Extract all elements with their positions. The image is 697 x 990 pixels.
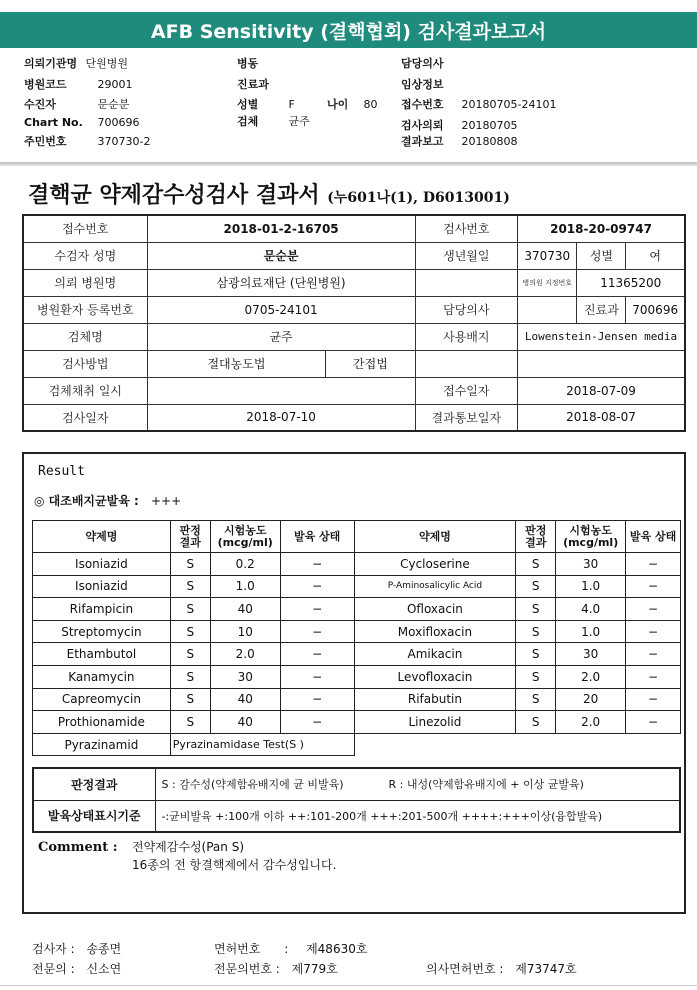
drug-row [33,553,681,576]
registration-label: 병원환자 등록번호 [23,296,147,323]
request-field [401,117,518,133]
drug-conc: 0.2 [210,553,280,576]
drug-growth: − [280,643,354,666]
drug-judge-2: S [516,688,556,711]
department-label: 진료과 [577,296,626,323]
request-value: 20180705 [461,119,518,132]
hospital-id-value: 11365200 [577,269,685,296]
header-row [23,323,685,350]
drug-judge-2: S [516,598,556,621]
comment-line-1: 전약제감수성(Pan S) [132,840,245,854]
drug-row [33,598,681,621]
drug-name: Streptomycin [33,620,171,643]
judge-legend-value [155,768,680,800]
method-empty-2 [518,350,685,377]
comment-label: Comment : [38,840,118,855]
drug-name-2: Cycloserine [354,553,516,576]
receipt-field [401,96,556,112]
hospital-code-label: 병원코드 [24,78,67,91]
drug-growth-2: − [626,553,681,576]
method-empty [415,350,517,377]
drug-judge: S [170,553,210,576]
age-field [327,96,378,112]
chart-value: 700696 [97,116,140,129]
drug-conc-2: 30 [556,553,626,576]
sex-cell-label: 성별 [577,242,626,269]
method-value-2: 간접법 [326,350,415,377]
patient-field [24,96,129,112]
judge-s-text: S : 감수성(약제함유배지에 균 비발육) [161,778,344,792]
rrn-value: 370730-2 [97,135,151,148]
drug-name-2: Ofloxacin [354,598,516,621]
specialist-field [32,960,121,977]
hospital-code-value: 29001 [97,78,133,91]
drug-conc: 40 [210,598,280,621]
hospital-code-field [24,76,133,92]
drug-judge: S [170,575,210,598]
method-value-1: 절대농도법 [147,350,326,377]
drug-conc: 30 [210,665,280,688]
drug-conc-2: 2.0 [556,711,626,734]
drug-growth: − [280,598,354,621]
doc-license-field [426,960,577,977]
dept-label: 진료과 [237,78,269,91]
drug-conc-2: 20 [556,688,626,711]
report-date-value: 20180808 [461,135,518,148]
drug-conc: 10 [210,620,280,643]
header-row [23,377,685,404]
growth-legend-value: -:균비발육 +:100개 이하 ++:101-200개 +++:201-500개 ++++:+++이상(융합발육) [155,800,680,832]
receipt-no-value: 2018-01-2-16705 [147,215,415,242]
drug-rows [33,553,681,734]
legend-row [33,768,680,800]
birth-value: 370730 [518,242,577,269]
collection-label: 검체채취 일시 [23,377,147,404]
empty-cell [354,733,680,756]
drug-row [33,575,681,598]
exam-no-value: 2018-20-09747 [518,215,685,242]
drug-growth-2: − [626,665,681,688]
drug-name-2: P-Aminosalicylic Acid [354,575,516,598]
drug-conc-2: 4.0 [556,598,626,621]
judge-r-text: R : 내성(약제함유배지에 + 이상 균발육) [388,778,584,792]
report-date-label: 결과보고 [401,135,444,148]
birth-label: 생년월일 [415,242,517,269]
exam-date-value: 2018-07-10 [147,404,415,431]
header-row [23,215,685,242]
drug-judge-2: S [516,711,556,734]
dept-field [237,76,272,92]
header-row [23,242,685,269]
doctor-label: 담당의사 [401,57,444,70]
pyrazinamid-row [33,733,681,756]
drug-conc-2: 1.0 [556,575,626,598]
col-growth: 발육 상태 [280,521,354,553]
ward-field [237,55,262,71]
col-judge-2: 판정 결과 [516,521,556,553]
specimen-field [237,113,310,129]
hospital-id-label: 병의원 지정번호 [518,269,577,296]
drug-conc: 40 [210,711,280,734]
drug-conc: 2.0 [210,643,280,666]
drug-judge: S [170,643,210,666]
license-value: 제48630호 [306,942,368,956]
doc-license-value: 제73747호 [515,962,577,976]
clinical-label: 임상정보 [401,78,444,91]
sex-cell-value: 여 [626,242,685,269]
drug-row [33,643,681,666]
specimen-value: 균주 [288,115,310,128]
header-row [23,350,685,377]
drug-growth: − [280,575,354,598]
clinical-field [401,76,447,92]
drug-growth-2: − [626,620,681,643]
sex-value: F [288,98,295,111]
col-conc-2: 시험농도 (mcg/ml) [556,521,626,553]
drug-judge: S [170,665,210,688]
drug-growth: − [280,688,354,711]
judge-legend-label: 판정결과 [33,768,155,800]
drug-judge-2: S [516,665,556,688]
notify-value: 2018-08-07 [518,404,685,431]
specimen-name-label: 검체명 [23,323,147,350]
pyrazinamid-result: Pyrazinamidase Test(S ) [170,733,354,756]
drug-name: Rifampicin [33,598,171,621]
comment-line-2: 16종의 전 항결핵제에서 감수성입니다. [132,858,337,872]
chart-label: Chart No. [24,116,83,129]
drug-conc-2: 2.0 [556,665,626,688]
drug-growth: − [280,620,354,643]
drug-judge: S [170,688,210,711]
footer-signatures [0,936,697,986]
rrn-field [24,133,150,149]
patient-name-value: 문순분 [147,242,415,269]
rrn-label: 주민번호 [24,135,67,148]
exam-date-label: 검사일자 [23,404,147,431]
drug-growth: − [280,711,354,734]
drug-growth: − [280,665,354,688]
drug-judge: S [170,598,210,621]
doctor-field [401,55,447,71]
requester-label: 의뢰기관명 [24,57,78,70]
specimen-name-value: 균주 [147,323,415,350]
doc-license-label: 의사면허번호 : [426,962,504,976]
growth-legend-label: 발육상태표시기준 [33,800,155,832]
drug-judge-2: S [516,575,556,598]
col-growth-2: 발육 상태 [626,521,681,553]
report-title: AFB Sensitivity (결핵협회) 검사결과보고서 [0,12,697,48]
drug-name-2: Levofloxacin [354,665,516,688]
hospital-name-label: 의뢰 병원명 [23,269,147,296]
drug-name: Prothionamide [33,711,171,734]
hospital-name-value: 삼광의료재단 (단원병원) [147,269,415,296]
received-value: 2018-07-09 [518,377,685,404]
sex-label: 성별 [237,98,259,111]
drug-name-2: Rifabutin [354,688,516,711]
exam-header-table [22,214,686,432]
drug-row [33,665,681,688]
age-value: 80 [363,98,378,111]
specialist-label: 전문의 : [32,962,75,976]
drug-name-2: Linezolid [354,711,516,734]
drug-name: Isoniazid [33,553,171,576]
drug-conc-2: 1.0 [556,620,626,643]
drug-row [33,620,681,643]
tester-label: 검사자 : [32,942,75,956]
drug-name: Kanamycin [33,665,171,688]
drug-judge: S [170,620,210,643]
patient-value: 문순분 [97,98,130,111]
section-divider [0,162,697,166]
request-label: 검사의뢰 [401,119,444,132]
document-title-text: 결핵균 약제감수성검사 결과서 [28,182,320,208]
attending-label: 담당의사 [415,296,517,323]
spec-no-label: 전문의번호 : [214,962,280,976]
license-field [214,940,367,957]
drug-name: Isoniazid [33,575,171,598]
drug-judge-2: S [516,553,556,576]
drug-row [33,711,681,734]
col-drug-2: 약제명 [354,521,516,553]
receipt-label: 접수번호 [401,98,444,111]
drug-growth-2: − [626,598,681,621]
license-sep: : [284,942,289,956]
drug-growth-2: − [626,688,681,711]
drug-judge-2: S [516,643,556,666]
patient-label: 수진자 [24,98,56,111]
sex-field [237,96,295,112]
media-label: 사용배지 [415,323,517,350]
drug-judge: S [170,711,210,734]
drug-conc: 1.0 [210,575,280,598]
result-title: Result [38,464,85,479]
header-row [23,404,685,431]
col-drug: 약제명 [33,521,171,553]
drug-judge-2: S [516,620,556,643]
hospital-id-cell [415,269,517,296]
tester-field [32,940,121,957]
drug-growth: − [280,553,354,576]
chart-field [24,116,140,129]
media-value: Lowenstein-Jensen media [518,323,685,350]
ward-label: 병동 [237,57,259,70]
drug-table-header [33,521,681,553]
specialist-value: 신소연 [86,962,122,976]
method-label: 검사방법 [23,350,147,377]
drug-conc: 40 [210,688,280,711]
receipt-value: 20180705-24101 [461,98,557,111]
registration-value: 0705-24101 [147,296,415,323]
document-title [28,178,510,209]
license-label: 면허번호 [214,942,261,956]
header-row [23,269,685,296]
requester-field [24,55,128,71]
received-label: 접수일자 [415,377,517,404]
spec-no-value: 제779호 [291,962,338,976]
header-row [23,296,685,323]
result-section [22,452,686,914]
specimen-label: 검체 [237,115,259,128]
pyrazinamid-name: Pyrazinamid [33,733,171,756]
tester-value: 송종면 [86,942,122,956]
drug-conc-2: 30 [556,643,626,666]
collection-value [147,377,415,404]
control-growth-label: ◎ 대조배지균발육 : [34,494,139,508]
age-label: 나이 [327,98,349,111]
report-date-field [401,133,518,149]
drug-name-2: Moxifloxacin [354,620,516,643]
drug-row [33,688,681,711]
requester-value: 단원병원 [85,57,129,70]
drug-susceptibility-table [32,520,681,756]
legend-row [33,800,680,832]
attending-value [518,296,577,323]
patient-info-panel [0,50,697,162]
control-growth [34,492,181,509]
bottom-border [0,985,697,986]
control-growth-value: +++ [150,494,182,508]
exam-no-label: 검사번호 [415,215,517,242]
document-code: (누601나(1), D6013001) [327,190,510,206]
legend-table [32,767,681,833]
drug-name-2: Amikacin [354,643,516,666]
patient-name-label: 수검자 성명 [23,242,147,269]
spec-no-field [214,960,338,977]
drug-growth-2: − [626,711,681,734]
col-judge: 판정 결과 [170,521,210,553]
drug-growth-2: − [626,643,681,666]
department-value: 700696 [626,296,685,323]
notify-label: 결과통보일자 [415,404,517,431]
drug-name: Capreomycin [33,688,171,711]
drug-growth-2: − [626,575,681,598]
drug-name: Ethambutol [33,643,171,666]
receipt-no-label: 접수번호 [23,215,147,242]
col-conc: 시험농도 (mcg/ml) [210,521,280,553]
